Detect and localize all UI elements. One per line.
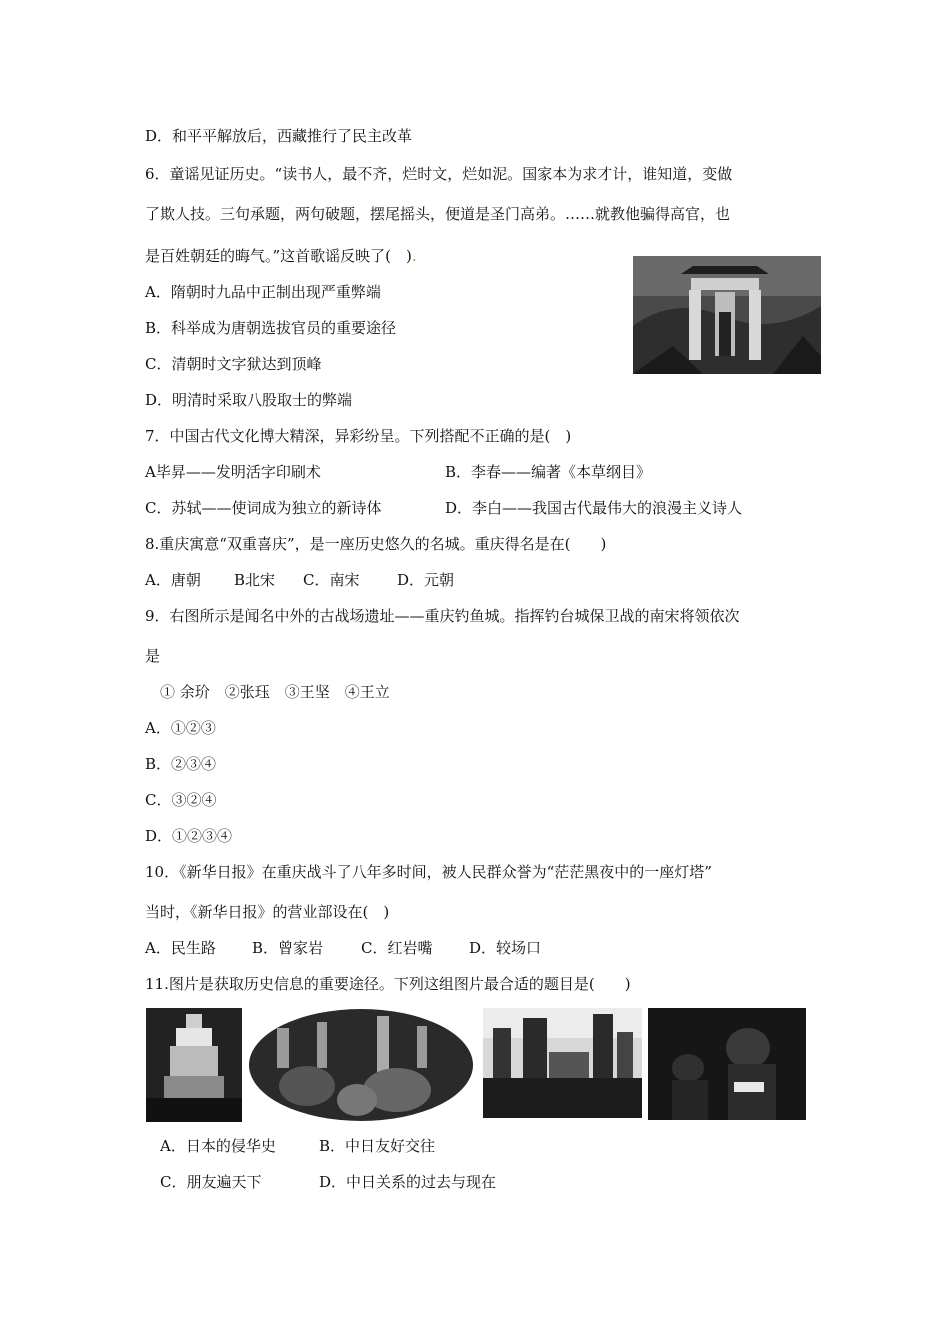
q9-stem-line1: 9．右图所示是闻名中外的古战场遗址——重庆钓鱼城。指挥钓台城保卫战的南宋将领依次 [145,607,740,625]
q9-items: ① 余玠 ②张珏 ③王坚 ④王立 [160,683,390,701]
q6-stem-line3: 是百姓朝廷的晦气。”这首歌谣反映了( ). [145,247,417,265]
q8-stem: 8.重庆寓意“双重喜庆”，是一座历史悠久的名城。重庆得名是在( ) [145,535,607,553]
q7-option-d: D．李白——我国古代最伟大的浪漫主义诗人 [445,499,743,517]
q7-stem: 7．中国古代文化博大精深，异彩纷呈。下列搭配不正确的是( ) [145,427,572,445]
q11-photo-2 [247,1008,476,1122]
q6-stem-line2: 了欺人技。三句承题，两句破题，摆尾摇头，便道是圣门高弟。……就教他骗得高官，也 [145,205,731,223]
q6-option-b: B．科举成为唐朝选拔官员的重要途径 [145,319,397,337]
q8-option-d: D．元朝 [397,571,455,589]
q10-stem-line2: 当时，《新华日报》的营业部设在( ) [145,903,390,921]
q6-option-a: A．隋朝时九品中正制出现严重弊端 [145,283,381,301]
q11-option-b: B．中日友好交往 [319,1137,436,1155]
q9-option-d: D．①②③④ [145,827,233,845]
q7-option-c: C．苏轼——使词成为独立的新诗体 [145,499,382,517]
q11-photo-3 [483,1008,642,1118]
q6-option-c: C．清朝时文字狱达到顶峰 [145,355,322,373]
q10-stem-line1: 10．《新华日报》在重庆战斗了八年多时间，被人民群众誉为“茫茫黑夜中的一座灯塔” [145,863,712,881]
q11-photo-4 [648,1008,806,1120]
q9-option-c: C．③②④ [145,791,217,809]
q6-option-d: D．明清时采取八股取士的弊端 [145,391,353,409]
q10-option-a: A．民生路 [145,939,216,957]
q5-option-d: D．和平平解放后，西藏推行了民主改革 [145,127,413,145]
q11-photo-1 [146,1008,242,1122]
q8-option-c: C．南宋 [303,571,360,589]
q7-option-a: A毕昇——发明活字印刷术 [145,463,321,481]
q11-option-a: A．日本的侵华史 [160,1137,276,1155]
q11-option-d: D．中日关系的过去与现在 [319,1173,497,1191]
q10-option-c: C．红岩嘴 [361,939,433,957]
q11-stem: 11.图片是获取历史信息的重要途径。下列这组图片最合适的题目是( ) [145,975,631,993]
q9-option-b: B．②③④ [145,755,217,773]
diaoyucheng-gate-photo [633,256,821,374]
q9-stem-line2: 是 [145,647,161,665]
q11-option-c: C．朋友遍天下 [160,1173,262,1191]
q8-option-a: A．唐朝 [145,571,201,589]
q9-option-a: A．①②③ [145,719,216,737]
q10-option-d: D．较场口 [469,939,542,957]
q8-option-b: B北宋 [234,571,276,589]
q7-option-b: B．李春——编著《本草纲目》 [445,463,652,481]
q10-option-b: B．曾家岩 [252,939,324,957]
q6-stem-line1: 6．童谣见证历史。“读书人，最不齐，烂时文，烂如泥。国家本为求才计，谁知道，变做 [145,165,733,183]
q6-dot: . [411,247,417,265]
